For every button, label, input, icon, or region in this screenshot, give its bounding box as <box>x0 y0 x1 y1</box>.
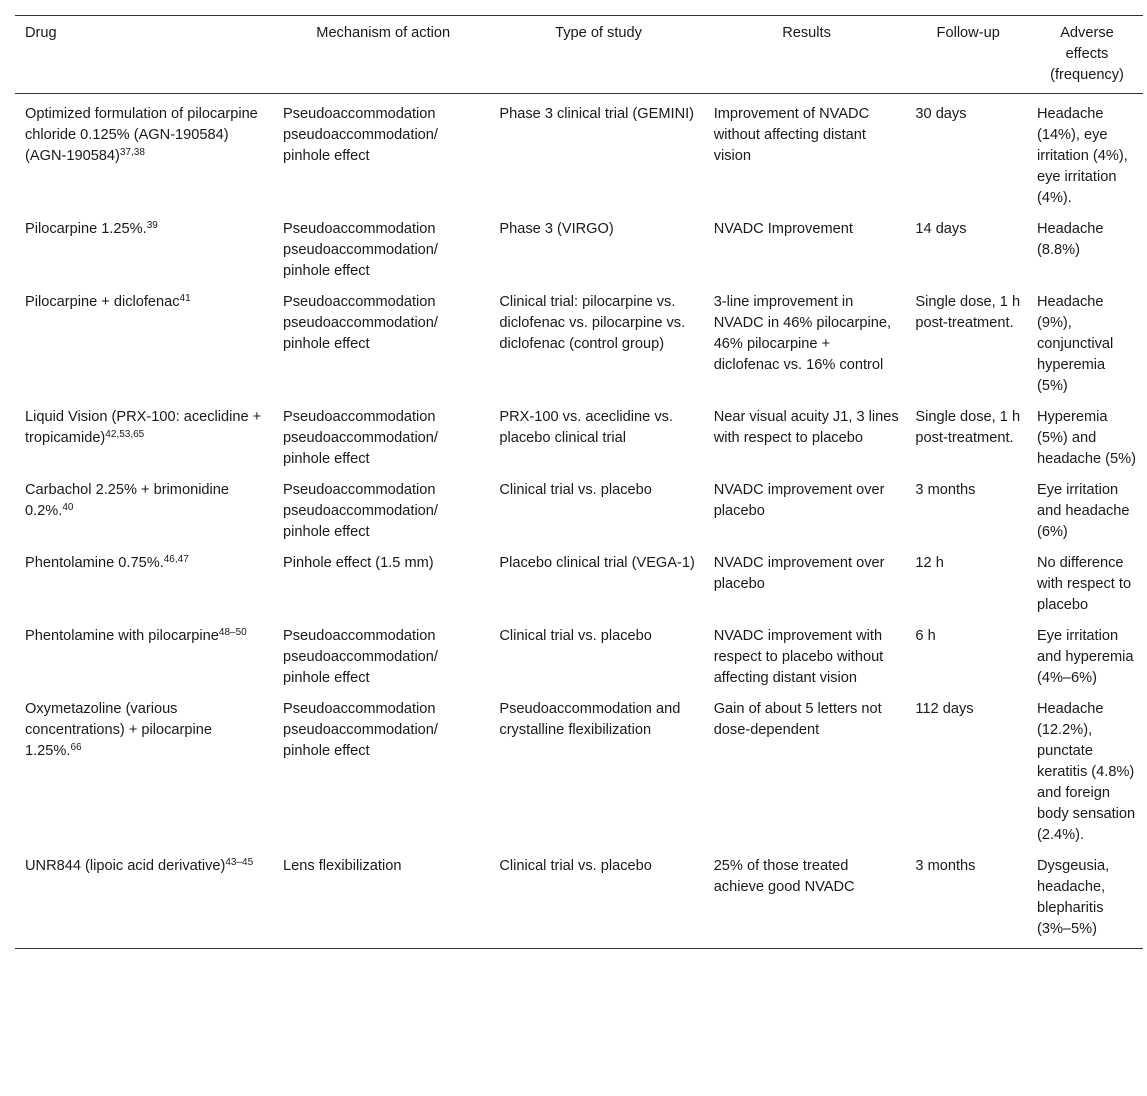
header-drug: Drug <box>25 25 57 41</box>
mechanism-cell: Lens flexibilization <box>283 858 402 874</box>
mechanism-cell: Pinhole effect (1.5 mm) <box>283 555 434 571</box>
table-row <box>15 846 1143 949</box>
study-cell: Placebo clinical trial (VEGA-1) <box>499 555 695 571</box>
mechanism-cell: Pseudoaccommodation pseudoaccommodation/ pinhole effect <box>283 701 438 759</box>
mechanism-cell: Pseudoaccommodation pseudoaccommodation/ pinhole effect <box>283 482 438 540</box>
adverse-cell: Headache (12.2%), punctate keratitis (4.8%) and foreign body sensation (2.4%). <box>1036 701 1136 843</box>
drug-name: Carbachol 2.25% + brimonidine 0.2%. <box>25 482 230 519</box>
followup-cell: Single dose, 1 h post-treatment. <box>915 294 1021 331</box>
study-cell: Clinical trial vs. placebo <box>499 858 652 874</box>
study-cell: Clinical trial: pilocarpine vs. diclofenac vs. pilocarpine vs. diclofenac (control group) <box>499 294 686 352</box>
followup-cell: 30 days <box>915 106 967 122</box>
results-cell: NVADC improvement over placebo <box>713 482 885 519</box>
adverse-cell: Dysgeusia, headache, blepharitis (3%–5%) <box>1036 858 1110 937</box>
drug-name: Phentolamine 0.75%. <box>25 555 164 571</box>
adverse-cell: Eye irritation and hyperemia (4%–6%) <box>1036 628 1134 686</box>
adverse-cell: Headache (9%), conjunctival hyperemia (5%) <box>1036 294 1114 394</box>
reference: 40 <box>62 502 74 513</box>
drug-cell <box>15 282 273 397</box>
results-cell: Gain of about 5 letters not dose-dependent <box>713 701 882 738</box>
reference: 39 <box>146 220 158 231</box>
followup-cell: 14 days <box>915 221 967 237</box>
adverse-cell: No difference with respect to placebo <box>1036 555 1132 613</box>
followup-cell: 6 h <box>915 628 936 644</box>
mechanism-cell: Pseudoaccommodation pseudoaccommodation/ pinhole effect <box>283 221 438 279</box>
study-cell: Clinical trial vs. placebo <box>499 628 652 644</box>
table-row <box>15 282 1143 397</box>
reference: 41 <box>179 293 191 304</box>
drug-name: Optimized formulation of pilocarpine chloride 0.125% (AGN-190584) (AGN-190584) <box>25 106 258 164</box>
reference: 43–45 <box>225 857 254 868</box>
adverse-cell: Eye irritation and headache (6%) <box>1036 482 1130 540</box>
drug-cell <box>15 470 273 543</box>
followup-cell: 3 months <box>915 482 976 498</box>
drug-name: Pilocarpine 1.25%. <box>25 221 147 237</box>
header-followup: Follow-up <box>936 25 1000 41</box>
reference: 37,38 <box>119 147 145 158</box>
table-row <box>15 543 1143 616</box>
table-row <box>15 397 1143 470</box>
header-study-type: Type of study <box>555 25 642 41</box>
reference: 46,47 <box>163 554 189 565</box>
header-results: Results <box>782 25 831 41</box>
table-row <box>15 689 1143 846</box>
drug-name: UNR844 (lipoic acid derivative) <box>25 858 226 874</box>
drug-cell <box>15 846 273 949</box>
drug-cell <box>15 689 273 846</box>
adverse-cell: Headache (8.8%) <box>1036 221 1104 258</box>
drug-name: Pilocarpine + diclofenac <box>25 294 180 310</box>
drug-cell <box>15 616 273 689</box>
reference: 66 <box>70 742 82 753</box>
results-cell: NVADC Improvement <box>713 221 853 237</box>
drug-cell <box>15 397 273 470</box>
study-cell: Pseudoaccommodation and crystalline flexibilization <box>499 701 681 738</box>
drug-table <box>15 15 1143 949</box>
table-row <box>15 94 1143 210</box>
drug-name: Liquid Vision (PRX-100: aceclidine + tropicamide) <box>25 409 262 446</box>
study-cell: Clinical trial vs. placebo <box>499 482 652 498</box>
results-cell: NVADC improvement with respect to placebo without affecting distant vision <box>713 628 884 686</box>
study-cell: PRX-100 vs. aceclidine vs. placebo clinical trial <box>499 409 673 446</box>
drug-cell <box>15 543 273 616</box>
header-adverse-effects: Adverse effects (frequency) <box>1050 25 1124 83</box>
reference: 42,53,65 <box>105 429 145 440</box>
followup-cell: Single dose, 1 h post-treatment. <box>915 409 1021 446</box>
adverse-cell: Headache (14%), eye irritation (4%), eye irritation (4%). <box>1036 106 1128 206</box>
adverse-cell: Hyperemia (5%) and headache (5%) <box>1036 409 1136 467</box>
study-cell: Phase 3 (VIRGO) <box>499 221 614 237</box>
header-row <box>15 16 1143 94</box>
results-cell: Improvement of NVADC without affecting distant vision <box>713 106 870 164</box>
mechanism-cell: Pseudoaccommodation pseudoaccommodation/ pinhole effect <box>283 294 438 352</box>
table-row <box>15 209 1143 282</box>
results-cell: NVADC improvement over placebo <box>713 555 885 592</box>
table-row <box>15 616 1143 689</box>
drug-cell <box>15 94 273 210</box>
table-row <box>15 470 1143 543</box>
drug-name: Phentolamine with pilocarpine <box>25 628 219 644</box>
study-cell: Phase 3 clinical trial (GEMINI) <box>499 106 695 122</box>
drug-name: Oxymetazoline (various concentrations) + pilocarpine 1.25%. <box>25 701 212 759</box>
mechanism-cell: Pseudoaccommodation pseudoaccommodation/ pinhole effect <box>283 628 438 686</box>
reference: 48–50 <box>218 627 247 638</box>
results-cell: 25% of those treated achieve good NVADC <box>713 858 855 895</box>
drug-cell <box>15 209 273 282</box>
results-cell: Near visual acuity J1, 3 lines with respect to placebo <box>713 409 899 446</box>
mechanism-cell: Pseudoaccommodation pseudoaccommodation/ pinhole effect <box>283 409 438 467</box>
followup-cell: 112 days <box>915 701 974 717</box>
mechanism-cell: Pseudoaccommodation pseudoaccommodation/ pinhole effect <box>283 106 438 164</box>
results-cell: 3-line improvement in NVADC in 46% pilocarpine, 46% pilocarpine + diclofenac vs. 16% control <box>713 294 892 373</box>
header-mechanism: Mechanism of action <box>316 25 451 41</box>
followup-cell: 3 months <box>915 858 976 874</box>
followup-cell: 12 h <box>915 555 944 571</box>
